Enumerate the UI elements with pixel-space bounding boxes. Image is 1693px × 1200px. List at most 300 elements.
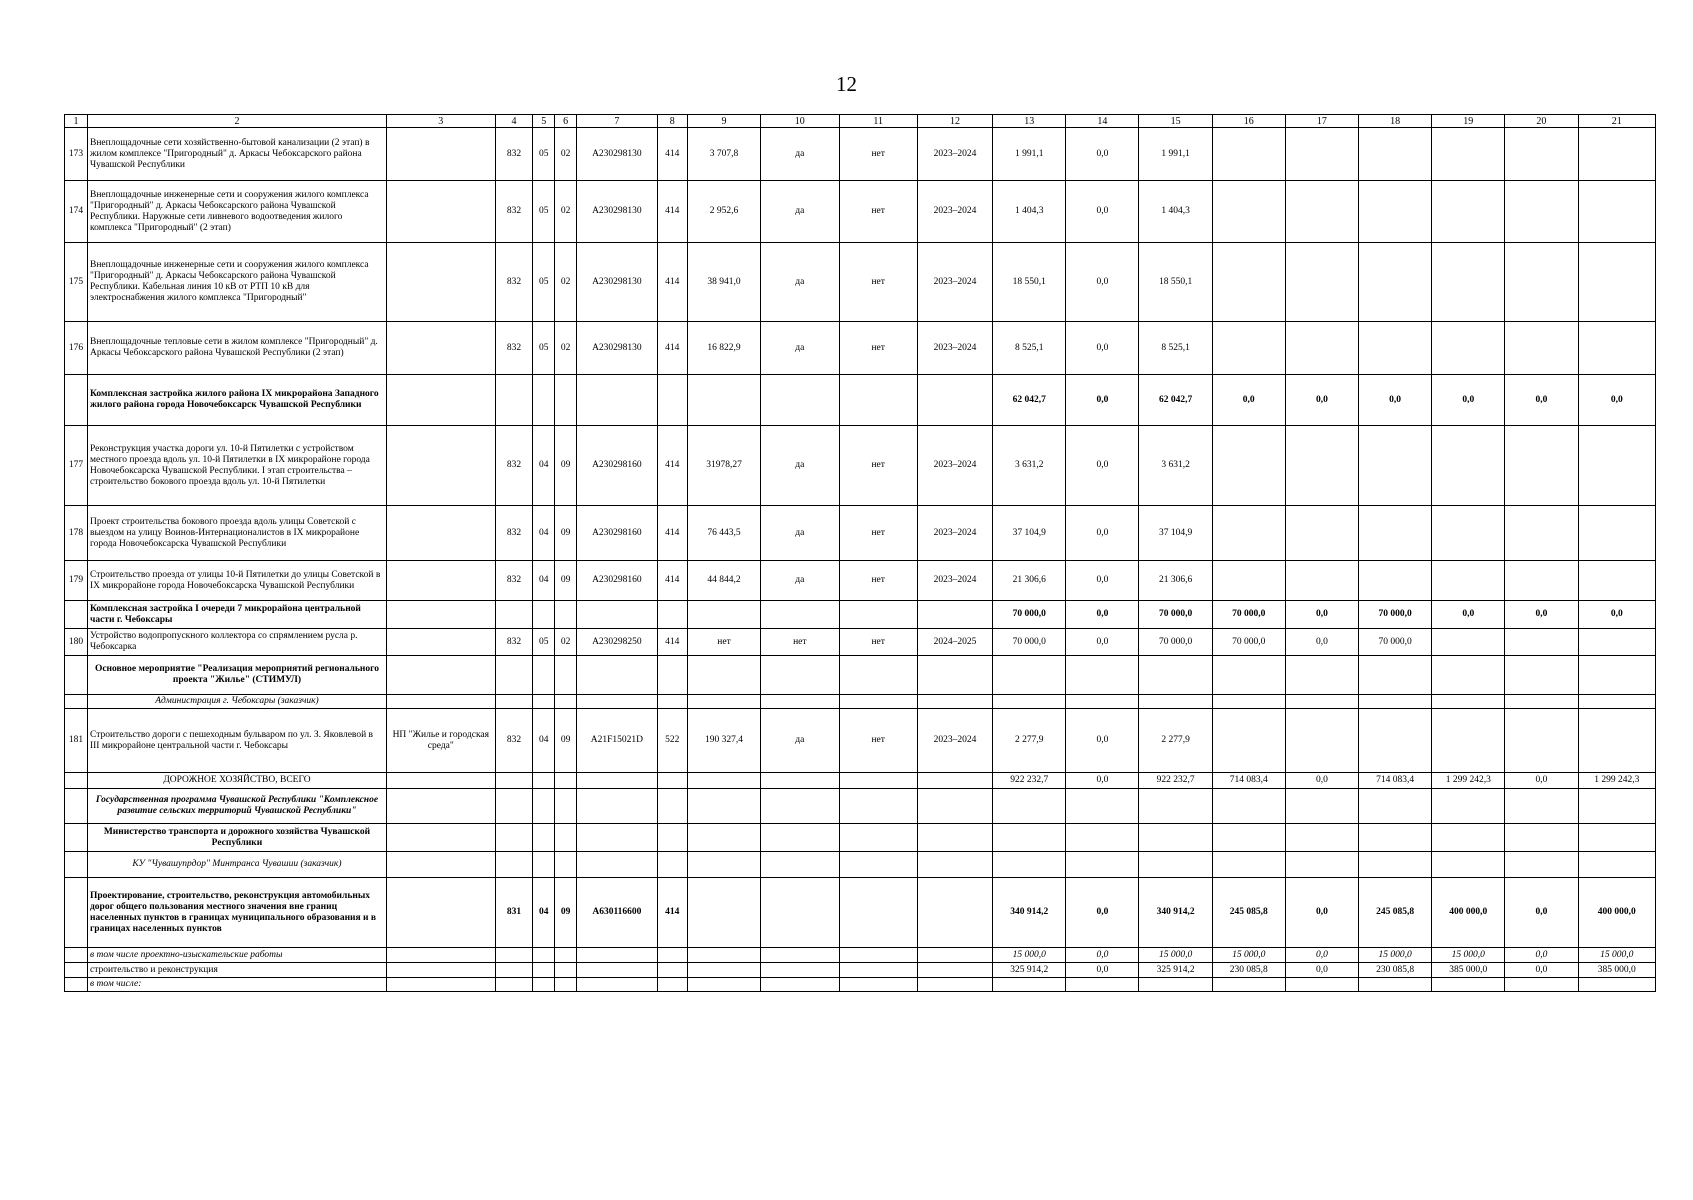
table-cell bbox=[687, 773, 760, 789]
table-cell bbox=[1432, 824, 1505, 852]
table-cell: 2023–2024 bbox=[917, 506, 992, 561]
table-cell bbox=[993, 852, 1066, 878]
item-name-cell: в том числе: bbox=[87, 978, 386, 992]
table-cell: 832 bbox=[495, 561, 533, 601]
table-cell bbox=[1578, 656, 1655, 695]
table-cell: 15 000,0 bbox=[1139, 948, 1212, 963]
table-cell: 0,0 bbox=[1359, 375, 1432, 426]
table-cell bbox=[533, 375, 555, 426]
table-cell: да bbox=[761, 322, 839, 375]
table-cell bbox=[1432, 695, 1505, 709]
table-cell bbox=[839, 601, 917, 629]
table-cell bbox=[917, 852, 992, 878]
row-number-cell bbox=[65, 601, 88, 629]
item-name-cell: ДОРОЖНОЕ ХОЗЯЙСТВО, ВСЕГО bbox=[87, 773, 386, 789]
table-cell bbox=[386, 601, 495, 629]
table-cell bbox=[839, 656, 917, 695]
table-cell bbox=[1359, 561, 1432, 601]
table-cell bbox=[1505, 426, 1578, 506]
table-cell: 0,0 bbox=[1066, 773, 1139, 789]
row-number-cell bbox=[65, 824, 88, 852]
table-cell bbox=[761, 824, 839, 852]
table-cell: да bbox=[761, 243, 839, 322]
table-cell: 31978,27 bbox=[687, 426, 760, 506]
table-cell: 832 bbox=[495, 709, 533, 773]
table-row bbox=[65, 629, 1656, 656]
table-cell bbox=[1432, 426, 1505, 506]
table-cell bbox=[386, 824, 495, 852]
table-cell bbox=[1505, 709, 1578, 773]
table-cell: 522 bbox=[657, 709, 687, 773]
table-cell bbox=[1359, 789, 1432, 824]
table-cell bbox=[1212, 506, 1285, 561]
table-cell bbox=[495, 773, 533, 789]
table-cell bbox=[1066, 824, 1139, 852]
table-cell: нет bbox=[839, 629, 917, 656]
table-row bbox=[65, 878, 1656, 948]
table-cell bbox=[993, 656, 1066, 695]
table-cell bbox=[577, 852, 657, 878]
table-cell bbox=[1359, 128, 1432, 181]
table-cell: 1 299 242,3 bbox=[1578, 773, 1655, 789]
table-cell: 37 104,9 bbox=[1139, 506, 1212, 561]
table-cell: 0,0 bbox=[1505, 948, 1578, 963]
table-cell: 414 bbox=[657, 878, 687, 948]
table-row bbox=[65, 695, 1656, 709]
table-cell bbox=[577, 773, 657, 789]
column-number-header: 21 bbox=[1578, 115, 1655, 128]
column-number-header: 5 bbox=[533, 115, 555, 128]
table-row bbox=[65, 128, 1656, 181]
table-cell: 70 000,0 bbox=[1139, 629, 1212, 656]
table-cell: 400 000,0 bbox=[1578, 878, 1655, 948]
table-cell: 0,0 bbox=[1066, 128, 1139, 181]
table-cell: 8 525,1 bbox=[993, 322, 1066, 375]
table-cell bbox=[657, 656, 687, 695]
table-cell bbox=[1578, 629, 1655, 656]
table-cell bbox=[1285, 695, 1358, 709]
table-cell: 414 bbox=[657, 506, 687, 561]
table-cell bbox=[917, 878, 992, 948]
table-cell bbox=[1505, 322, 1578, 375]
table-cell bbox=[1066, 695, 1139, 709]
table-row bbox=[65, 978, 1656, 992]
table-cell bbox=[1432, 322, 1505, 375]
table-cell: 832 bbox=[495, 426, 533, 506]
table-row bbox=[65, 426, 1656, 506]
table-cell: 09 bbox=[555, 426, 577, 506]
table-cell bbox=[657, 601, 687, 629]
table-cell: 05 bbox=[533, 128, 555, 181]
item-name-cell: Реконструкция участка дороги ул. 10-й Пятилетки с устройством местного проезда вдоль ул. 10-й Пятилетки в IX микрорайоне города Новочебоксарска Чувашской Республики. I этап строительства – строительство бокового проезда вдоль ул. 10-й Пятилетки bbox=[87, 426, 386, 506]
table-cell bbox=[1359, 506, 1432, 561]
table-cell bbox=[495, 963, 533, 978]
table-cell: 1 991,1 bbox=[993, 128, 1066, 181]
column-number-header: 14 bbox=[1066, 115, 1139, 128]
table-cell: 230 085,8 bbox=[1212, 963, 1285, 978]
table-cell: 70 000,0 bbox=[1212, 629, 1285, 656]
column-number-header: 17 bbox=[1285, 115, 1358, 128]
table-cell: 0,0 bbox=[1285, 629, 1358, 656]
item-name-cell: Строительство проезда от улицы 10-й Пятилетки до улицы Советской в IX микрорайоне города Новочебоксарска Чувашской Республики bbox=[87, 561, 386, 601]
table-cell: нет bbox=[839, 128, 917, 181]
table-cell bbox=[1066, 852, 1139, 878]
table-cell: нет bbox=[839, 426, 917, 506]
table-cell bbox=[386, 322, 495, 375]
table-cell: 340 914,2 bbox=[1139, 878, 1212, 948]
table-row bbox=[65, 709, 1656, 773]
table-cell: 0,0 bbox=[1066, 709, 1139, 773]
row-number-cell: 181 bbox=[65, 709, 88, 773]
table-row bbox=[65, 506, 1656, 561]
table-cell: 0,0 bbox=[1505, 601, 1578, 629]
table-cell bbox=[1359, 426, 1432, 506]
table-cell: 385 000,0 bbox=[1432, 963, 1505, 978]
table-cell bbox=[839, 948, 917, 963]
table-cell: 0,0 bbox=[1066, 601, 1139, 629]
table-cell: 02 bbox=[555, 322, 577, 375]
table-cell: 15 000,0 bbox=[1578, 948, 1655, 963]
table-cell: 18 550,1 bbox=[993, 243, 1066, 322]
table-row bbox=[65, 789, 1656, 824]
table-cell: 2 277,9 bbox=[993, 709, 1066, 773]
table-cell: 832 bbox=[495, 629, 533, 656]
table-cell bbox=[1432, 181, 1505, 243]
column-number-header: 3 bbox=[386, 115, 495, 128]
row-number-cell bbox=[65, 656, 88, 695]
table-cell: 15 000,0 bbox=[993, 948, 1066, 963]
item-name-cell: Внеплощадочные тепловые сети в жилом комплексе "Пригородный" д. Аркасы Чебоксарского района Чувашской Республики (2 этап) bbox=[87, 322, 386, 375]
table-cell bbox=[1578, 824, 1655, 852]
table-cell bbox=[917, 656, 992, 695]
table-cell bbox=[1505, 824, 1578, 852]
table-cell: 831 bbox=[495, 878, 533, 948]
table-cell bbox=[839, 789, 917, 824]
table-cell bbox=[1578, 181, 1655, 243]
budget-table bbox=[64, 114, 1656, 992]
table-cell bbox=[761, 878, 839, 948]
column-number-header: 8 bbox=[657, 115, 687, 128]
table-cell: нет bbox=[839, 709, 917, 773]
table-cell: 0,0 bbox=[1212, 375, 1285, 426]
row-number-cell: 174 bbox=[65, 181, 88, 243]
column-number-header: 4 bbox=[495, 115, 533, 128]
table-cell bbox=[1285, 824, 1358, 852]
table-cell bbox=[386, 375, 495, 426]
table-cell bbox=[1432, 243, 1505, 322]
table-cell bbox=[1505, 506, 1578, 561]
table-cell: 2023–2024 bbox=[917, 243, 992, 322]
table-cell bbox=[761, 978, 839, 992]
table-cell bbox=[1139, 824, 1212, 852]
table-cell bbox=[1578, 243, 1655, 322]
table-cell bbox=[1432, 789, 1505, 824]
table-cell: 02 bbox=[555, 128, 577, 181]
table-row bbox=[65, 773, 1656, 789]
table-cell bbox=[577, 824, 657, 852]
table-cell bbox=[657, 789, 687, 824]
table-cell bbox=[386, 128, 495, 181]
table-cell bbox=[1578, 426, 1655, 506]
table-cell bbox=[386, 773, 495, 789]
table-cell: 04 bbox=[533, 426, 555, 506]
table-cell: 414 bbox=[657, 629, 687, 656]
table-row bbox=[65, 601, 1656, 629]
table-cell: 0,0 bbox=[1285, 963, 1358, 978]
table-cell bbox=[1505, 629, 1578, 656]
table-cell bbox=[1212, 695, 1285, 709]
table-cell: 0,0 bbox=[1066, 878, 1139, 948]
item-name-cell: Комплексная застройка I очереди 7 микрорайона центральной части г. Чебоксары bbox=[87, 601, 386, 629]
item-name-cell: Внеплощадочные инженерные сети и сооружения жилого комплекса "Пригородный" д. Аркасы Чебоксарского района Чувашской Республики. Кабельная линия 10 кВ от РТП 10 кВ для электроснабжения жилого комплекса "Пригородный" bbox=[87, 243, 386, 322]
table-cell: 0,0 bbox=[1066, 948, 1139, 963]
table-cell: нет bbox=[839, 506, 917, 561]
item-name-cell: Основное мероприятие "Реализация мероприятий регионального проекта "Жилье" (СТИМУЛ) bbox=[87, 656, 386, 695]
table-cell bbox=[761, 789, 839, 824]
table-cell: 414 bbox=[657, 561, 687, 601]
table-cell: 3 707,8 bbox=[687, 128, 760, 181]
table-cell bbox=[386, 948, 495, 963]
item-name-cell: Министерство транспорта и дорожного хозяйства Чувашской Республики bbox=[87, 824, 386, 852]
table-cell bbox=[1505, 656, 1578, 695]
table-cell bbox=[1359, 852, 1432, 878]
row-number-cell: 178 bbox=[65, 506, 88, 561]
table-cell bbox=[386, 243, 495, 322]
table-cell bbox=[1212, 243, 1285, 322]
table-cell: 70 000,0 bbox=[1212, 601, 1285, 629]
table-cell bbox=[1285, 128, 1358, 181]
table-cell: 3 631,2 bbox=[1139, 426, 1212, 506]
column-number-header: 2 bbox=[87, 115, 386, 128]
table-cell: 922 232,7 bbox=[993, 773, 1066, 789]
table-cell: 15 000,0 bbox=[1212, 948, 1285, 963]
table-cell bbox=[386, 181, 495, 243]
table-cell: 62 042,7 bbox=[993, 375, 1066, 426]
table-cell bbox=[917, 695, 992, 709]
table-cell: 09 bbox=[555, 561, 577, 601]
table-cell bbox=[1578, 789, 1655, 824]
table-cell bbox=[1432, 506, 1505, 561]
table-cell bbox=[495, 601, 533, 629]
table-cell bbox=[1285, 322, 1358, 375]
table-row bbox=[65, 824, 1656, 852]
row-number-cell: 179 bbox=[65, 561, 88, 601]
row-number-cell: 180 bbox=[65, 629, 88, 656]
table-cell: А230298130 bbox=[577, 243, 657, 322]
column-number-header: 13 bbox=[993, 115, 1066, 128]
table-cell bbox=[577, 601, 657, 629]
table-cell bbox=[657, 963, 687, 978]
table-cell bbox=[917, 773, 992, 789]
table-cell: 414 bbox=[657, 322, 687, 375]
row-number-cell bbox=[65, 695, 88, 709]
table-cell: 2024–2025 bbox=[917, 629, 992, 656]
table-cell bbox=[1578, 506, 1655, 561]
table-cell bbox=[1578, 852, 1655, 878]
table-cell: нет bbox=[839, 181, 917, 243]
table-cell: 0,0 bbox=[1505, 878, 1578, 948]
table-cell: 0,0 bbox=[1066, 243, 1139, 322]
row-number-cell bbox=[65, 948, 88, 963]
row-number-cell bbox=[65, 789, 88, 824]
table-cell: 15 000,0 bbox=[1432, 948, 1505, 963]
table-cell: 0,0 bbox=[1285, 948, 1358, 963]
table-cell bbox=[386, 963, 495, 978]
table-cell bbox=[839, 695, 917, 709]
table-cell: 714 083,4 bbox=[1212, 773, 1285, 789]
row-number-cell: 175 bbox=[65, 243, 88, 322]
table-cell bbox=[1578, 128, 1655, 181]
table-cell: 2023–2024 bbox=[917, 128, 992, 181]
table-cell bbox=[687, 656, 760, 695]
table-cell bbox=[1212, 128, 1285, 181]
table-cell: 1 299 242,3 bbox=[1432, 773, 1505, 789]
table-cell bbox=[1139, 789, 1212, 824]
table-cell bbox=[386, 789, 495, 824]
table-cell: 05 bbox=[533, 181, 555, 243]
table-cell: нет bbox=[687, 629, 760, 656]
table-cell bbox=[917, 824, 992, 852]
table-cell: А230298160 bbox=[577, 426, 657, 506]
table-cell: 245 085,8 bbox=[1212, 878, 1285, 948]
table-cell: 18 550,1 bbox=[1139, 243, 1212, 322]
table-cell: 0,0 bbox=[1505, 773, 1578, 789]
table-cell bbox=[917, 948, 992, 963]
table-cell bbox=[1432, 852, 1505, 878]
table-cell bbox=[1066, 978, 1139, 992]
table-cell bbox=[687, 824, 760, 852]
table-cell bbox=[1359, 181, 1432, 243]
table-cell bbox=[993, 695, 1066, 709]
table-cell: 04 bbox=[533, 561, 555, 601]
table-cell bbox=[577, 375, 657, 426]
column-number-header: 7 bbox=[577, 115, 657, 128]
table-cell bbox=[577, 789, 657, 824]
table-cell bbox=[1212, 789, 1285, 824]
table-cell bbox=[577, 695, 657, 709]
table-cell bbox=[386, 695, 495, 709]
table-row bbox=[65, 322, 1656, 375]
table-cell bbox=[1359, 243, 1432, 322]
table-cell: 400 000,0 bbox=[1432, 878, 1505, 948]
table-cell bbox=[1212, 656, 1285, 695]
table-cell: 832 bbox=[495, 322, 533, 375]
table-cell bbox=[1139, 656, 1212, 695]
item-name-cell: Администрация г. Чебоксары (заказчик) bbox=[87, 695, 386, 709]
table-cell bbox=[761, 948, 839, 963]
table-row bbox=[65, 243, 1656, 322]
table-cell: 714 083,4 bbox=[1359, 773, 1432, 789]
table-cell bbox=[1359, 978, 1432, 992]
column-number-header: 15 bbox=[1139, 115, 1212, 128]
table-cell: А230298130 bbox=[577, 322, 657, 375]
table-cell bbox=[495, 978, 533, 992]
table-cell: 15 000,0 bbox=[1359, 948, 1432, 963]
row-number-cell bbox=[65, 773, 88, 789]
table-cell: 0,0 bbox=[1578, 375, 1655, 426]
table-cell bbox=[495, 695, 533, 709]
table-row bbox=[65, 963, 1656, 978]
table-cell bbox=[1285, 978, 1358, 992]
table-cell bbox=[687, 375, 760, 426]
table-cell bbox=[533, 852, 555, 878]
table-cell: нет bbox=[761, 629, 839, 656]
table-cell: 0,0 bbox=[1066, 561, 1139, 601]
column-number-header: 10 bbox=[761, 115, 839, 128]
table-row bbox=[65, 375, 1656, 426]
table-cell: 44 844,2 bbox=[687, 561, 760, 601]
table-cell bbox=[839, 878, 917, 948]
table-cell bbox=[1285, 181, 1358, 243]
table-cell: 2023–2024 bbox=[917, 561, 992, 601]
table-cell: 414 bbox=[657, 243, 687, 322]
table-cell: 0,0 bbox=[1505, 375, 1578, 426]
table-cell bbox=[839, 978, 917, 992]
table-cell bbox=[1066, 656, 1139, 695]
table-cell bbox=[577, 656, 657, 695]
table-cell bbox=[657, 824, 687, 852]
item-name-cell: Устройство водопропускного коллектора со спрямлением русла р. Чебоксарка bbox=[87, 629, 386, 656]
table-cell: 922 232,7 bbox=[1139, 773, 1212, 789]
table-cell bbox=[533, 695, 555, 709]
table-cell bbox=[917, 789, 992, 824]
table-cell: 0,0 bbox=[1066, 375, 1139, 426]
table-cell: 245 085,8 bbox=[1359, 878, 1432, 948]
table-cell bbox=[1578, 695, 1655, 709]
table-cell bbox=[1505, 243, 1578, 322]
item-name-cell: Внеплощадочные инженерные сети и сооружения жилого комплекса "Пригородный" д. Аркасы Чебоксарского района Чувашской Республики. Наружные сети ливневого водоотведения жилого комплекса "Пригородный" (2 этап) bbox=[87, 181, 386, 243]
table-cell bbox=[657, 852, 687, 878]
table-cell bbox=[917, 601, 992, 629]
table-cell: 1 404,3 bbox=[1139, 181, 1212, 243]
table-cell: 21 306,6 bbox=[993, 561, 1066, 601]
table-cell bbox=[533, 948, 555, 963]
table-cell bbox=[386, 506, 495, 561]
table-cell: 0,0 bbox=[1066, 181, 1139, 243]
table-cell bbox=[993, 789, 1066, 824]
table-cell: да bbox=[761, 128, 839, 181]
table-cell bbox=[1432, 709, 1505, 773]
table-cell: НП "Жилье и городская среда" bbox=[386, 709, 495, 773]
table-cell bbox=[1578, 322, 1655, 375]
table-cell bbox=[761, 852, 839, 878]
table-cell bbox=[657, 948, 687, 963]
table-cell: 340 914,2 bbox=[993, 878, 1066, 948]
table-cell bbox=[687, 948, 760, 963]
table-cell: да bbox=[761, 561, 839, 601]
table-cell bbox=[917, 978, 992, 992]
table-cell: 2023–2024 bbox=[917, 709, 992, 773]
table-cell: 2023–2024 bbox=[917, 181, 992, 243]
table-cell bbox=[1212, 709, 1285, 773]
table-cell bbox=[839, 375, 917, 426]
table-cell: 414 bbox=[657, 128, 687, 181]
table-cell bbox=[1359, 709, 1432, 773]
column-number-header: 16 bbox=[1212, 115, 1285, 128]
table-cell bbox=[386, 561, 495, 601]
table-cell bbox=[555, 695, 577, 709]
item-name-cell: в том числе проектно-изыскательские работы bbox=[87, 948, 386, 963]
table-cell bbox=[1212, 426, 1285, 506]
table-cell: 190 327,4 bbox=[687, 709, 760, 773]
table-cell: 8 525,1 bbox=[1139, 322, 1212, 375]
table-cell: 414 bbox=[657, 181, 687, 243]
table-cell bbox=[993, 824, 1066, 852]
table-cell bbox=[495, 789, 533, 824]
table-cell: 09 bbox=[555, 506, 577, 561]
table-cell: да bbox=[761, 426, 839, 506]
table-cell: 1 404,3 bbox=[993, 181, 1066, 243]
